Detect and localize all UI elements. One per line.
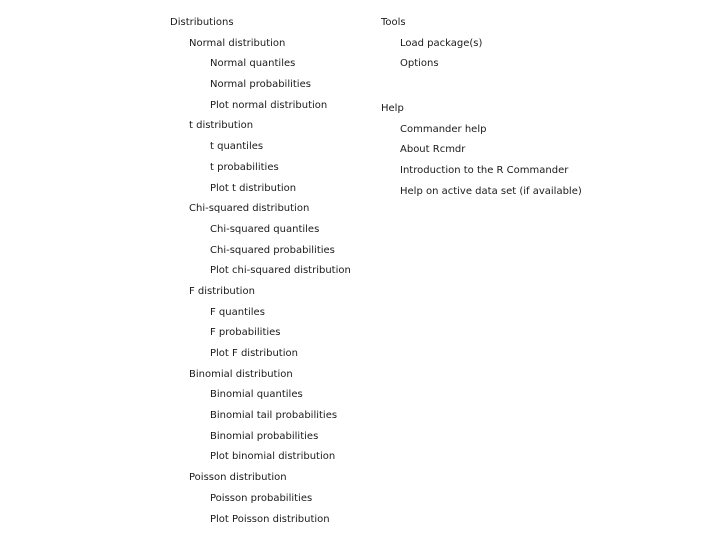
menu-binomial-distribution[interactable]: Binomial distribution: [189, 368, 293, 380]
menu-binomial-probabilities[interactable]: Binomial probabilities: [210, 430, 319, 442]
menu-introduction-r-commander[interactable]: Introduction to the R Commander: [400, 165, 569, 177]
menu-poisson-probabilities[interactable]: Poisson probabilities: [210, 492, 313, 504]
help-menu-title: Help: [381, 103, 404, 115]
menu-binomial-quantiles[interactable]: Binomial quantiles: [210, 389, 303, 401]
menu-chi-squared-distribution[interactable]: Chi-squared distribution: [189, 203, 310, 215]
menu-help-active-data-set[interactable]: Help on active data set (if available): [400, 185, 582, 197]
menu-f-probabilities[interactable]: F probabilities: [210, 327, 281, 339]
tools-menu-title: Tools: [381, 17, 406, 28]
menu-f-quantiles[interactable]: F quantiles: [210, 306, 265, 318]
menu-t-probabilities[interactable]: t probabilities: [210, 161, 279, 173]
menu-t-distribution[interactable]: t distribution: [189, 120, 254, 132]
menu-about-rcmdr[interactable]: About Rcmdr: [400, 144, 466, 156]
menu-chi-squared-quantiles[interactable]: Chi-squared quantiles: [210, 223, 320, 235]
menu-plot-binomial-distribution[interactable]: Plot binomial distribution: [210, 451, 336, 463]
distributions-menu: [170, 13, 351, 530]
tools-help-menus: [381, 13, 582, 203]
menu-plot-poisson-distribution[interactable]: Plot Poisson distribution: [210, 513, 330, 525]
menu-normal-quantiles[interactable]: Normal quantiles: [210, 58, 296, 70]
menu-normal-distribution[interactable]: Normal distribution: [189, 37, 286, 49]
menu-plot-t-distribution[interactable]: Plot t distribution: [210, 182, 297, 194]
menu-t-quantiles[interactable]: t quantiles: [210, 141, 264, 153]
menu-binomial-tail-probabilities[interactable]: Binomial tail probabilities: [210, 410, 338, 422]
menu-plot-f-distribution[interactable]: Plot F distribution: [210, 348, 298, 359]
menu-plot-normal-distribution[interactable]: Plot normal distribution: [210, 99, 328, 111]
menu-spacer: [381, 75, 582, 99]
menu-plot-chi-squared-distribution[interactable]: Plot chi-squared distribution: [210, 265, 351, 277]
menu-options[interactable]: Options: [400, 58, 439, 70]
menu-load-packages[interactable]: Load package(s): [400, 37, 483, 49]
menu-poisson-distribution[interactable]: Poisson distribution: [189, 472, 287, 484]
menu-normal-probabilities[interactable]: Normal probabilities: [210, 79, 311, 91]
menu-f-distribution[interactable]: F distribution: [189, 285, 255, 297]
menu-chi-squared-probabilities[interactable]: Chi-squared probabilities: [210, 244, 335, 256]
menu-commander-help[interactable]: Commander help: [400, 123, 487, 135]
distributions-menu-title: Distributions: [170, 17, 234, 28]
